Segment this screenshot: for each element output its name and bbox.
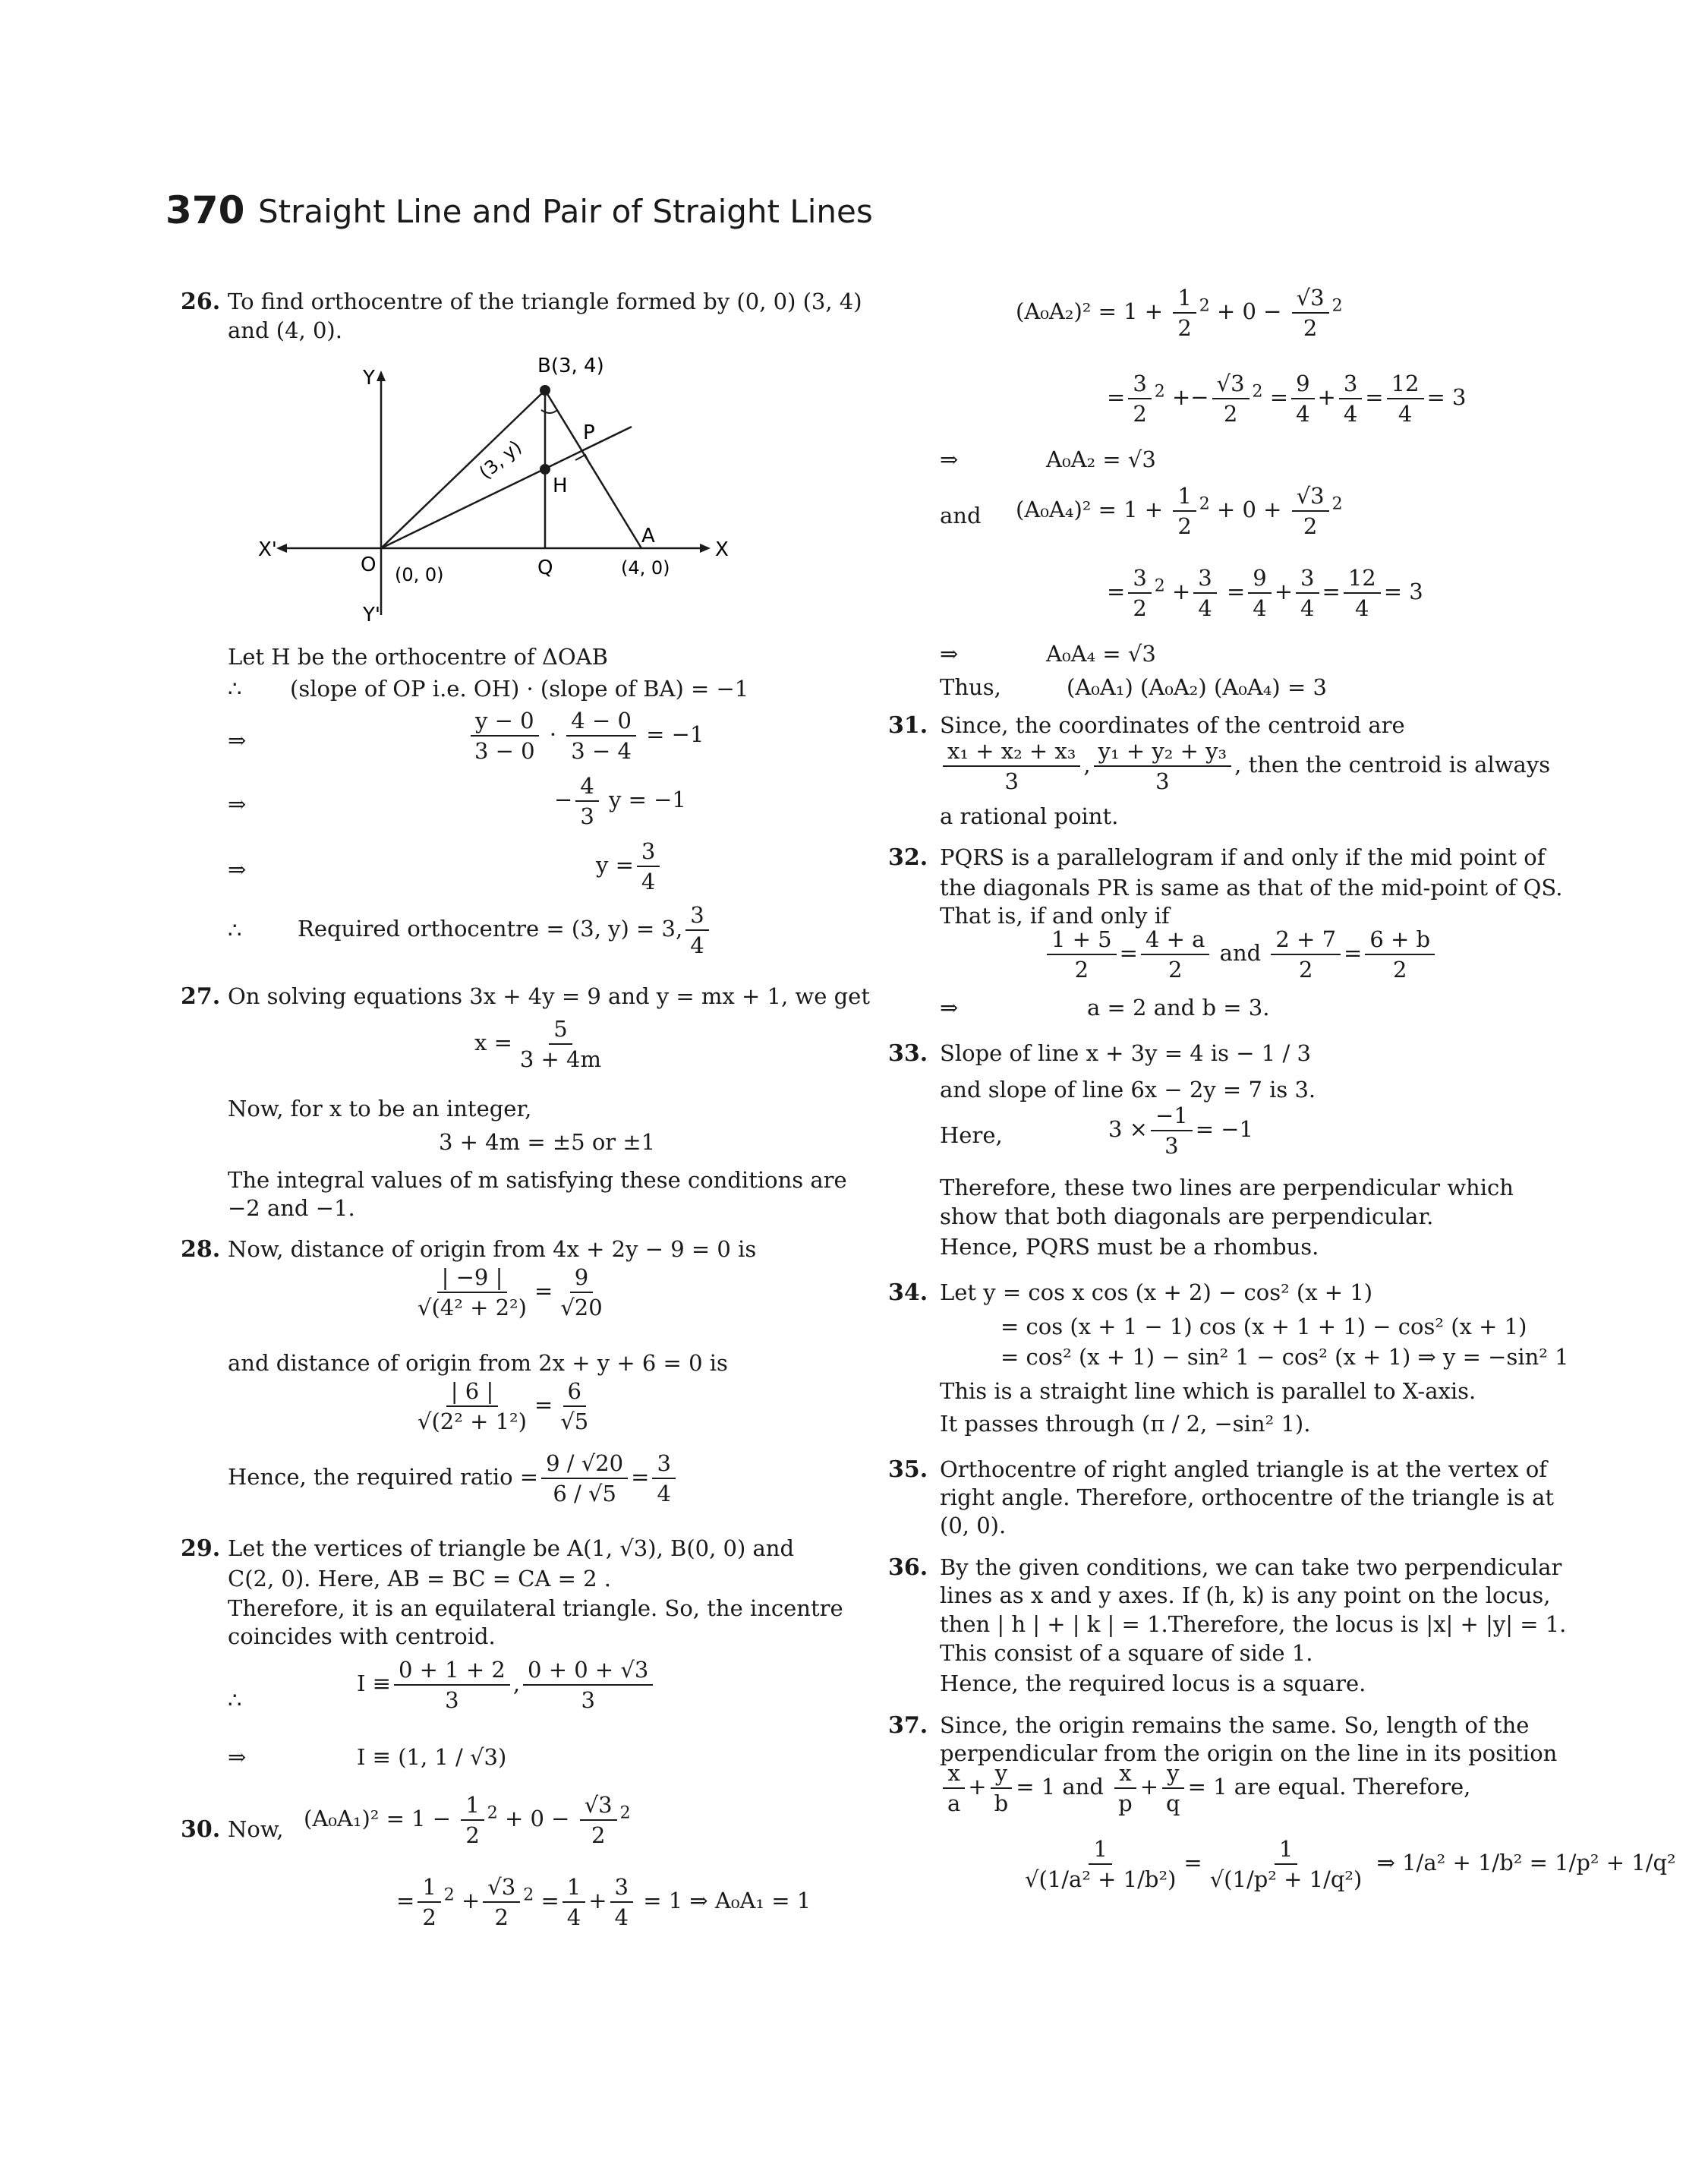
q26-req-text: Required orthocentre = (3, y) = 3, <box>298 916 683 942</box>
eq: = <box>1365 384 1384 410</box>
angle-arc <box>541 410 557 413</box>
q37-dp: √(1/p² + 1/q²) <box>1209 1866 1363 1892</box>
implies-symbol: ⇒ <box>228 856 247 882</box>
q30-h2: 2 <box>465 1822 480 1848</box>
q27-x-num: 5 <box>549 1016 572 1045</box>
plus: + <box>968 1774 987 1800</box>
n3: 3 <box>1296 565 1319 594</box>
implies-symbol: ⇒ <box>940 446 959 472</box>
label-x-prime: X' <box>258 538 277 561</box>
r6: A₀A₄ = √3 <box>1046 641 1156 667</box>
n9: 9 <box>1291 371 1314 399</box>
q30-h2b: 2 <box>591 1822 606 1848</box>
n3: 3 <box>1128 371 1151 399</box>
label-o-coord: (0, 0) <box>395 564 444 585</box>
r4 <box>1016 483 1343 539</box>
frac-num: 3 <box>637 838 660 867</box>
n9: 9 <box>1248 565 1271 594</box>
plus: + <box>1171 579 1191 604</box>
q27-int-2: −2 and −1. <box>228 1195 355 1221</box>
n3: 3 <box>1193 565 1216 594</box>
q33-number: 33. <box>888 1040 928 1067</box>
sq: 2 <box>1331 494 1343 514</box>
q37-one: 1 <box>1089 1836 1111 1865</box>
q37-y: y <box>991 1760 1012 1789</box>
eq: = <box>1183 1850 1202 1875</box>
q30-number: 30. <box>181 1816 221 1843</box>
q33-text-5: Hence, PQRS must be a rhombus. <box>940 1234 1319 1260</box>
q32-and: and <box>1219 940 1262 966</box>
q34-text-1: Let y = cos x cos (x + 2) − cos² (x + 1) <box>940 1279 1373 1305</box>
r3: √3 <box>1212 371 1249 399</box>
q26-fraction-row: $\frac{y - 0}{3 - 0}$ · $\frac{4 - 0}{3 - 4}$ = −1 <box>467 708 704 764</box>
n12: 12 <box>1387 371 1424 399</box>
r3: A₀A₂ = √3 <box>1046 446 1156 472</box>
q36-number: 36. <box>888 1554 928 1581</box>
label-h: H <box>553 475 568 497</box>
q36-text-5: Hence, the required locus is a square. <box>940 1670 1366 1696</box>
q27-x-den: 3 + 4m <box>519 1046 602 1072</box>
d4: 4 <box>1398 401 1413 427</box>
q32-two: 2 <box>1168 957 1183 983</box>
h2: 2 <box>1303 513 1318 539</box>
therefore-symbol: ∴ <box>228 1687 242 1713</box>
sq: 2 <box>1154 382 1165 402</box>
page-number: 370 <box>165 188 245 232</box>
implies-symbol: ⇒ <box>940 995 959 1021</box>
q32-n2: 4 + a <box>1141 926 1209 955</box>
sq: 2 <box>1199 494 1210 514</box>
frac-num: 3 <box>685 902 708 931</box>
q26-row3 <box>596 838 663 894</box>
q29-number: 29. <box>181 1535 221 1562</box>
r7: (A₀A₁) (A₀A₂) (A₀A₄) = 3 <box>1067 674 1327 700</box>
q26-row2 <box>554 773 686 829</box>
q27-x <box>474 1016 609 1072</box>
q29-d1: 3 <box>445 1687 459 1713</box>
r3: √3 <box>1292 483 1329 512</box>
and-text: and <box>940 503 982 528</box>
point-b <box>540 385 550 396</box>
q34-text-4: This is a straight line which is parallel to X-axis. <box>940 1378 1476 1404</box>
side-ob <box>381 390 545 548</box>
q28-dist1 <box>410 1264 610 1320</box>
eq: = <box>1344 940 1363 966</box>
label-p: P <box>583 421 595 444</box>
r2 <box>1107 371 1466 427</box>
r1-a: (A₀A₂)² = 1 + <box>1016 298 1171 324</box>
q30-q4: 4 <box>566 1904 581 1930</box>
q33-times: 3 × <box>1108 1116 1148 1142</box>
q28-a-den: 4 <box>657 1481 671 1506</box>
q30-now: Now, <box>228 1816 284 1842</box>
q31-centroid: $\frac{\text{x₁ + x₂ + x₃}}{3}$ , $\frac{\text{y₁ + y₂ + y₃}}{3}$ , then the centroid is always <box>940 738 1550 794</box>
q30-h1: 1 <box>418 1874 440 1903</box>
q32-n3: 2 + 7 <box>1271 926 1341 955</box>
therefore-symbol: ∴ <box>228 917 242 943</box>
q30-b: 1 − <box>411 1806 459 1831</box>
q30-sq: 2 <box>619 1803 631 1823</box>
q26-m-num: 4 <box>575 773 598 802</box>
implies-symbol: ⇒ <box>228 791 247 817</box>
q26-text-1: To find orthocentre of the triangle formed by (0, 0) (3, 4) <box>228 289 862 314</box>
q26-yeq: y = <box>596 852 634 878</box>
q28-f2-num: 9 <box>570 1264 593 1293</box>
n3: 3 <box>1339 371 1362 399</box>
frac-den: 4 <box>641 869 656 894</box>
r1-r3: √3 <box>1292 285 1329 314</box>
q27-x-eq: x = <box>474 1030 512 1055</box>
q37-q: q <box>1166 1790 1180 1816</box>
q29-result: I ≡ (1, 1 / √3) <box>357 1744 507 1770</box>
q32-two: 2 <box>1393 957 1407 983</box>
label-x: X <box>715 538 729 561</box>
label-b: B(3, 4) <box>537 355 604 377</box>
q32-text-2: the diagonals PR is same as that of the mid-point of QS. <box>940 875 1563 901</box>
q33-text-4: show that both diagonals are perpendicular. <box>940 1203 1434 1229</box>
q31-text-2: , then the centroid is always <box>1234 752 1551 778</box>
d2: 2 <box>1223 401 1238 427</box>
q29-text-2: C(2, 0). Here, AB = BC = CA = 2 . <box>228 1566 612 1592</box>
q27-int-1: The integral values of m satisfying these conditions are <box>228 1167 847 1193</box>
q28-f1-num: | −9 | <box>437 1264 508 1293</box>
n12: 12 <box>1344 565 1381 594</box>
q29-i: I ≡ <box>357 1670 391 1696</box>
eq: = <box>1269 384 1289 410</box>
q31-d: 3 <box>1004 768 1019 794</box>
q34-text-2: = cos (x + 1 − 1) cos (x + 1 + 1) − cos² (x + 1) <box>1001 1314 1527 1339</box>
sq: 2 <box>1252 382 1263 402</box>
x-axis-right-arrow <box>700 544 711 553</box>
frac-den: 4 <box>690 932 704 958</box>
q30-sq: 2 <box>487 1803 498 1823</box>
q36-text-1: By the given conditions, we can take two perpendicular <box>940 1554 1562 1580</box>
implies-symbol: ⇒ <box>228 1744 247 1770</box>
q36-text-2: lines as x and y axes. If (h, k) is any point on the locus, <box>940 1582 1551 1608</box>
q32-two: 2 <box>1299 957 1313 983</box>
q30-sq: 2 <box>523 1885 534 1905</box>
q37-final <box>1017 1836 1676 1892</box>
q35-text-3: (0, 0). <box>940 1513 1007 1538</box>
right-angle-mark <box>575 455 590 464</box>
q30-h1: 1 <box>563 1874 585 1903</box>
q27-cond: 3 + 4m = ±5 or ±1 <box>439 1129 656 1155</box>
q31-text-1: Since, the coordinates of the centroid are <box>940 712 1405 738</box>
q35-text-1: Orthocentre of right angled triangle is at the vertex of <box>940 1456 1548 1482</box>
q26-slope: (slope of OP i.e. OH) · (slope of BA) = −1 <box>290 676 749 702</box>
equals: = <box>534 1278 553 1304</box>
q30-line1 <box>304 1792 631 1848</box>
q26-eq1: = −1 <box>646 721 704 747</box>
q37-text-1: Since, the origin remains the same. So, length of the <box>940 1712 1530 1738</box>
q30-eq: = <box>540 1888 559 1913</box>
q28-g2-den: √5 <box>560 1409 589 1434</box>
q32-text-1: PQRS is a parallelogram if and only if the mid point of <box>940 844 1546 870</box>
q26-m-den: 3 <box>580 803 594 829</box>
d2: 2 <box>1133 595 1147 621</box>
q33-eq: = −1 <box>1195 1116 1253 1142</box>
q28-a-num: 3 <box>652 1450 675 1479</box>
q27-text-1: On solving equations 3x + 4y = 9 and y = mx + 1, we get <box>228 983 870 1009</box>
q37-eq2: = 1 are equal. Therefore, <box>1187 1774 1471 1800</box>
label-y-prime: Y' <box>363 604 381 626</box>
label-y: Y <box>363 367 375 390</box>
q37-x: x <box>1114 1760 1136 1789</box>
q32-text-3: That is, if and only if <box>940 903 1170 929</box>
q37-fin: ⇒ 1/a² + 1/b² = 1/p² + 1/q² <box>1376 1850 1676 1875</box>
q28-dist2 <box>410 1378 596 1434</box>
r1-h2b: 2 <box>1303 315 1318 341</box>
sq: 2 <box>1154 576 1165 596</box>
r1 <box>1016 285 1343 341</box>
plus: + <box>1274 579 1294 604</box>
q30-r3: √3 <box>483 1874 520 1903</box>
q30-q3: 3 <box>610 1874 633 1903</box>
q32-eq <box>1044 926 1438 983</box>
q29-text-4: coincides with centroid. <box>228 1623 496 1649</box>
q34-number: 34. <box>888 1279 928 1306</box>
d4: 4 <box>1300 595 1315 621</box>
q29-incentre: I ≡ $\frac{0 + 1 + 2}{3}$ , $\frac{0 + 0 + √3}{3}$ <box>357 1657 656 1713</box>
q36-text-4: This consist of a square of side 1. <box>940 1640 1313 1666</box>
q37-a: a <box>947 1790 961 1816</box>
q30-line2 <box>396 1874 811 1930</box>
plus: + <box>1171 384 1191 410</box>
q30-eq: = <box>396 1888 415 1913</box>
res: = 3 <box>1383 579 1423 604</box>
q32-n1: 1 + 5 <box>1047 926 1117 955</box>
q37-x: x <box>943 1760 964 1789</box>
q26-text-2: and (4, 0). <box>228 317 342 343</box>
y-axis-arrow <box>377 371 386 381</box>
sq: 2 <box>1331 296 1343 316</box>
q30-plus: + <box>588 1888 607 1913</box>
q26-f2-den: 3 − 4 <box>571 738 632 764</box>
eq: = <box>1226 579 1246 604</box>
q26-f1-den: 3 − 0 <box>474 738 535 764</box>
sq: 2 <box>1199 296 1210 316</box>
q28-text-2: and distance of origin from 2x + y + 6 = 0 is <box>228 1350 728 1376</box>
q37-p: p <box>1118 1790 1133 1816</box>
q30-sq: 2 <box>443 1885 455 1905</box>
q31-number: 31. <box>888 712 928 739</box>
eq: = <box>1107 384 1126 410</box>
q27-number: 27. <box>181 983 221 1010</box>
r5 <box>1107 565 1423 621</box>
d2: 2 <box>1133 401 1147 427</box>
orthocentre-figure <box>258 349 744 630</box>
r1-b: + 0 − <box>1209 298 1289 324</box>
r4-a: (A₀A₄)² = 1 + <box>1016 497 1171 522</box>
q37-da: √(1/a² + 1/b²) <box>1025 1866 1177 1892</box>
q32-n4: 6 + b <box>1365 926 1435 955</box>
q27-now: Now, for x to be an integer, <box>228 1096 532 1121</box>
n3: 3 <box>1128 565 1151 594</box>
r4-b: + 0 + <box>1209 497 1289 522</box>
eq: = <box>1322 579 1341 604</box>
q29-text-3: Therefore, it is an equilateral triangle. So, the incentre <box>228 1595 843 1621</box>
q32-two: 2 <box>1074 957 1089 983</box>
minus: − <box>1190 384 1209 410</box>
q34-text-3: = cos² (x + 1) − sin² 1 − cos² (x + 1) ⇒ y = −sin² 1 <box>1001 1344 1569 1370</box>
q26-let: Let H be the orthocentre of ΔOAB <box>228 644 608 670</box>
q30-a: (A₀A₁)² = <box>304 1806 412 1831</box>
q28-hence-text: Hence, the required ratio = <box>228 1464 539 1490</box>
r1-h1: 1 <box>1173 285 1196 314</box>
d4: 4 <box>1355 595 1369 621</box>
label-a-coord: (4, 0) <box>621 557 670 579</box>
q30-res: = 1 ⇒ A₀A₁ = 1 <box>643 1888 811 1913</box>
q26-f1-num: y − 0 <box>471 708 539 737</box>
q33-here: Here, <box>940 1122 1003 1148</box>
q28-r-num: 9 / √20 <box>541 1450 628 1479</box>
q28-number: 28. <box>181 1236 221 1263</box>
q33-text-3: Therefore, these two lines are perpendicular which <box>940 1175 1514 1200</box>
label-3y: (3, y) <box>474 436 526 484</box>
q36-text-3: then | h | + | k | = 1.Therefore, the locus is |x| + |y| = 1. <box>940 1611 1567 1637</box>
q30-h1: 1 <box>461 1792 484 1821</box>
q28-hence <box>228 1450 679 1506</box>
d4: 4 <box>1198 595 1212 621</box>
q28-g2-num: 6 <box>563 1378 586 1407</box>
point-h <box>540 464 550 475</box>
q26-number: 26. <box>181 289 221 315</box>
q37-number: 37. <box>888 1712 928 1739</box>
q30-plus: + <box>461 1888 481 1913</box>
eq: = <box>1107 579 1126 604</box>
q28-f2-den: √20 <box>560 1295 603 1320</box>
q37-eq1: = 1 and <box>1016 1774 1104 1800</box>
q26-y1: y = −1 <box>608 787 686 812</box>
label-a: A <box>641 525 655 547</box>
q31-text-3: a rational point. <box>940 803 1119 829</box>
q37-b: b <box>994 1790 1009 1816</box>
q33-text-2: and slope of line 6x − 2y = 7 is 3. <box>940 1077 1316 1103</box>
eq: = <box>1119 940 1138 966</box>
q31-d: 3 <box>1155 768 1170 794</box>
q29-n1: 0 + 1 + 2 <box>394 1657 510 1686</box>
q29-text-1: Let the vertices of triangle be A(1, √3), B(0, 0) and <box>228 1535 795 1561</box>
q37-one: 1 <box>1275 1836 1297 1865</box>
q30-h2: 2 <box>494 1904 509 1930</box>
r1-h2: 2 <box>1177 315 1192 341</box>
equals: = <box>534 1392 553 1418</box>
q28-r-den: 6 / √5 <box>553 1481 616 1506</box>
therefore-symbol: ∴ <box>228 676 242 702</box>
q35-number: 35. <box>888 1456 928 1483</box>
label-o: O <box>361 554 377 576</box>
q32-number: 32. <box>888 844 928 871</box>
q30-c: + 0 − <box>497 1806 577 1831</box>
res: = 3 <box>1426 384 1467 410</box>
q37-y: y <box>1162 1760 1183 1789</box>
q28-g1-den: √(2² + 1²) <box>418 1409 527 1434</box>
plus: + <box>1317 384 1336 410</box>
equals: = <box>631 1464 650 1490</box>
implies-symbol: ⇒ <box>940 641 959 667</box>
d4: 4 <box>1343 401 1358 427</box>
q31-n1: x₁ + x₂ + x₃ <box>943 738 1080 767</box>
q37-lines <box>940 1760 1470 1816</box>
q28-f1-den: √(4² + 2²) <box>418 1295 527 1320</box>
q29-n2: 0 + 0 + √3 <box>523 1657 653 1686</box>
q26-f2-num: 4 − 0 <box>566 708 636 737</box>
h1: 1 <box>1173 483 1196 512</box>
q29-d2: 3 <box>581 1687 595 1713</box>
minus-sign: − <box>554 787 573 812</box>
side-ba <box>545 390 641 548</box>
q33-d: 3 <box>1164 1133 1179 1159</box>
q28-text-1: Now, distance of origin from 4x + 2y − 9 = 0 is <box>228 1236 757 1262</box>
q33-calc <box>1108 1103 1253 1159</box>
q31-n2: y₁ + y₂ + y₃ <box>1094 738 1232 767</box>
implies-symbol: ⇒ <box>228 727 247 753</box>
q28-g1-num: | 6 | <box>446 1378 498 1407</box>
q26-required <box>298 902 712 958</box>
d4: 4 <box>1296 401 1310 427</box>
q30-h2: 2 <box>422 1904 436 1930</box>
plus: + <box>1139 1774 1159 1800</box>
q32-result: a = 2 and b = 3. <box>1087 995 1270 1021</box>
h2: 2 <box>1177 513 1192 539</box>
q30-r3: √3 <box>580 1792 617 1821</box>
q35-text-2: right angle. Therefore, orthocentre of the triangle is at <box>940 1484 1555 1510</box>
q30-q4: 4 <box>614 1904 629 1930</box>
x-axis-left-arrow <box>276 544 287 553</box>
page-title: Straight Line and Pair of Straight Lines <box>258 193 873 230</box>
q33-n: −1 <box>1151 1103 1193 1131</box>
d4: 4 <box>1253 595 1267 621</box>
label-q: Q <box>537 557 553 579</box>
thus-text: Thus, <box>940 674 1001 700</box>
q34-text-5: It passes through (π / 2, −sin² 1). <box>940 1411 1311 1437</box>
q37-text-2: perpendicular from the origin on the line in its position <box>940 1740 1558 1766</box>
q33-text-1: Slope of line x + 3y = 4 is − 1 / 3 <box>940 1040 1311 1066</box>
